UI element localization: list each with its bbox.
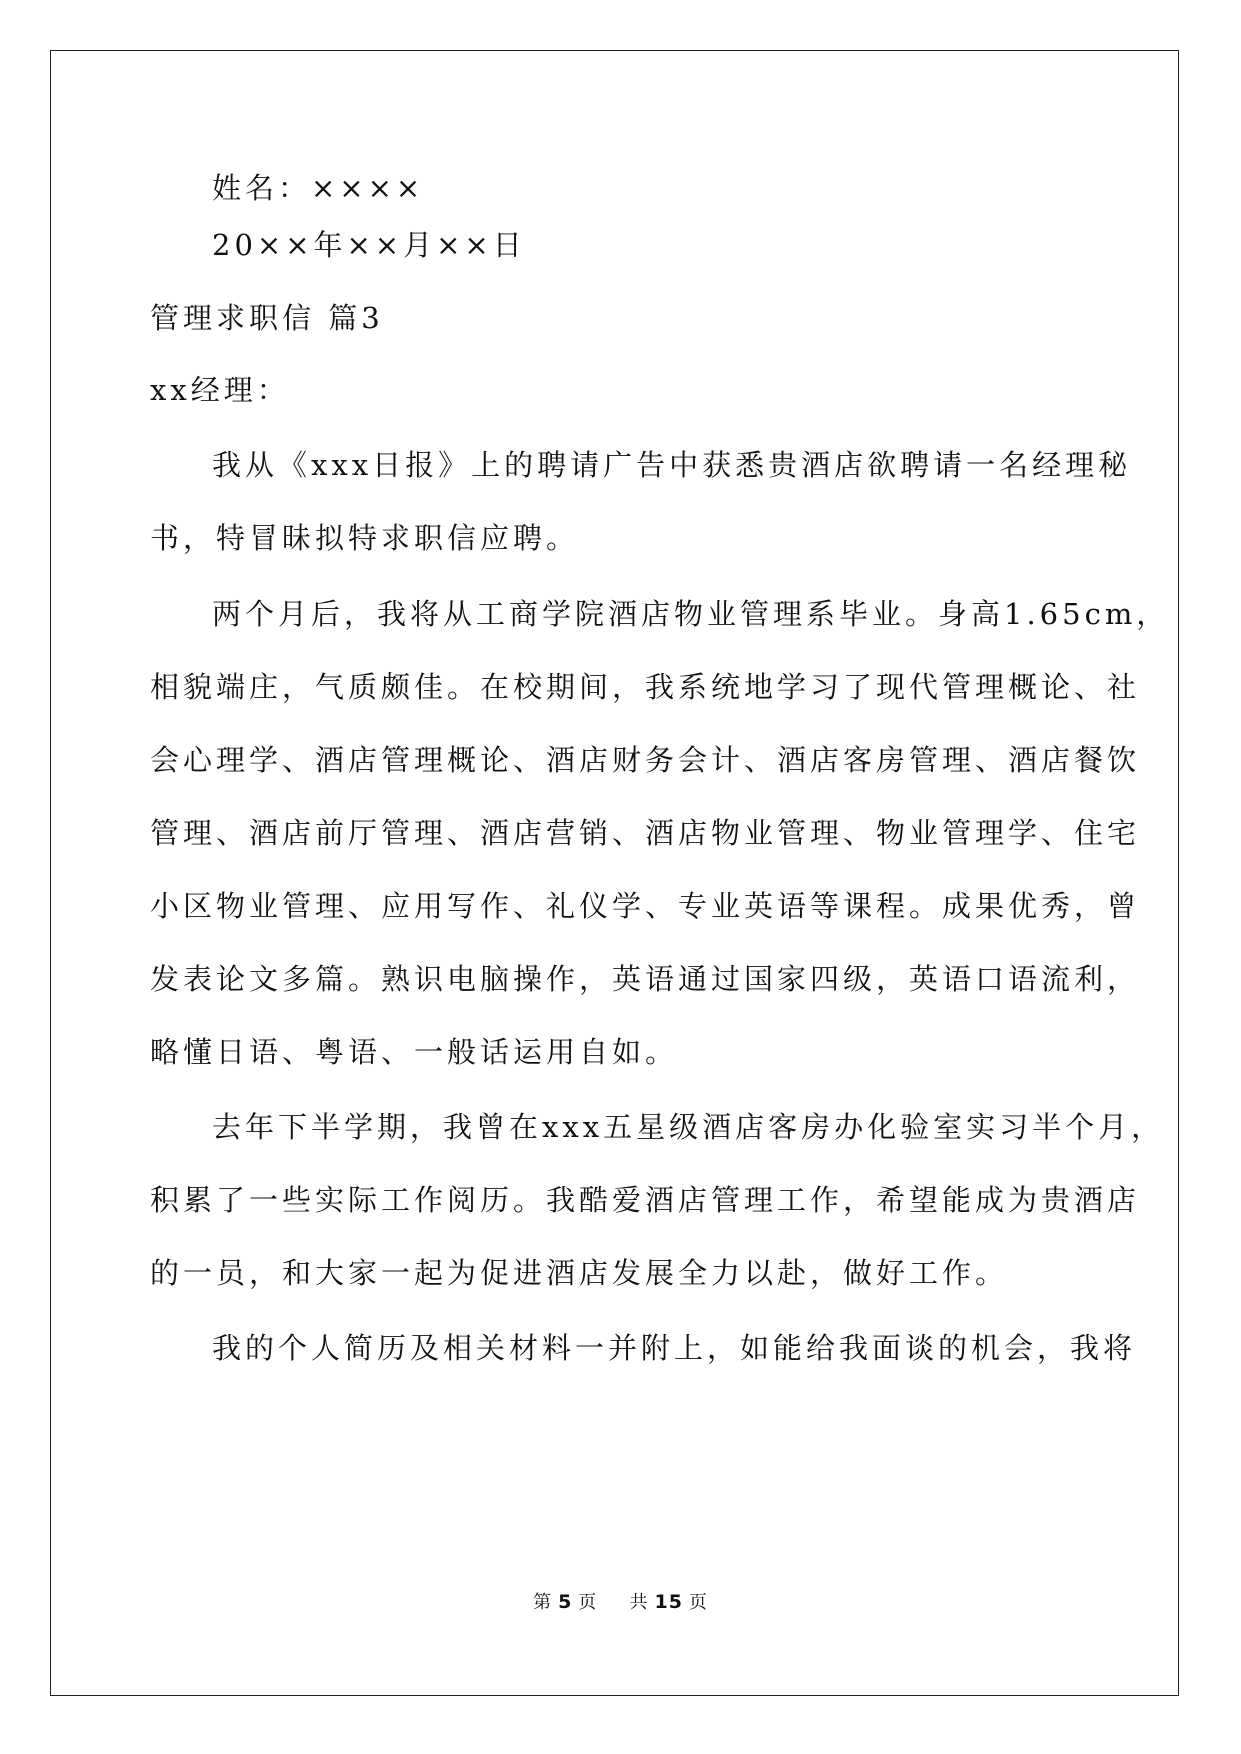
paragraph-line: 积累了一些实际工作阅历。我酷爱酒店管理工作，希望能成为贵酒店 [150, 1183, 1141, 1217]
paragraph-line: 我从《xxx日报》上的聘请广告中获悉贵酒店欲聘请一名经理秘 [212, 448, 1132, 482]
signature-date: 20××年××月××日 [212, 228, 526, 262]
page-suffix: 页 [578, 1592, 598, 1613]
paragraph-line: 相貌端庄，气质颇佳。在校期间，我系统地学习了现代管理概论、社 [150, 670, 1141, 704]
paragraph-line: 管理、酒店前厅管理、酒店营销、酒店物业管理、物业管理学、住宅 [150, 816, 1141, 850]
paragraph-line: 发表论文多篇。熟识电脑操作，英语通过国家四级，英语口语流利， [150, 962, 1141, 996]
page-prefix: 第 [533, 1592, 553, 1613]
page-number: 5 [558, 1591, 573, 1613]
total-indicator [626, 1592, 710, 1613]
paragraph-line: 小区物业管理、应用写作、礼仪学、专业英语等课程。成果优秀，曾 [150, 889, 1141, 923]
total-suffix: 页 [688, 1592, 708, 1613]
salutation: xx经理： [150, 373, 290, 407]
section-heading: 管理求职信 篇3 [150, 301, 384, 335]
page-footer [0, 1588, 1241, 1614]
total-pages: 15 [654, 1591, 683, 1613]
paragraph-line: 略懂日语、粤语、一般话运用自如。 [150, 1035, 679, 1069]
paragraph-line: 会心理学、酒店管理概论、酒店财务会计、酒店客房管理、酒店餐饮 [150, 743, 1141, 777]
signature-name: 姓名：×××× [212, 171, 425, 205]
paragraph-line: 的一员，和大家一起为促进酒店发展全力以赴，做好工作。 [150, 1256, 1009, 1290]
page-indicator [530, 1592, 600, 1613]
total-prefix: 共 [629, 1592, 649, 1613]
paragraph-line: 去年下半学期，我曾在xxx五星级酒店客房办化验室实习半个月， [212, 1110, 1165, 1144]
paragraph-line: 书，特冒昧拟特求职信应聘。 [150, 521, 580, 555]
page-border [50, 50, 1179, 1696]
paragraph-line: 我的个人简历及相关材料一并附上，如能给我面谈的机会，我将 [212, 1331, 1137, 1365]
paragraph-line: 两个月后，我将从工商学院酒店物业管理系毕业。身高1.65cm， [212, 597, 1170, 631]
